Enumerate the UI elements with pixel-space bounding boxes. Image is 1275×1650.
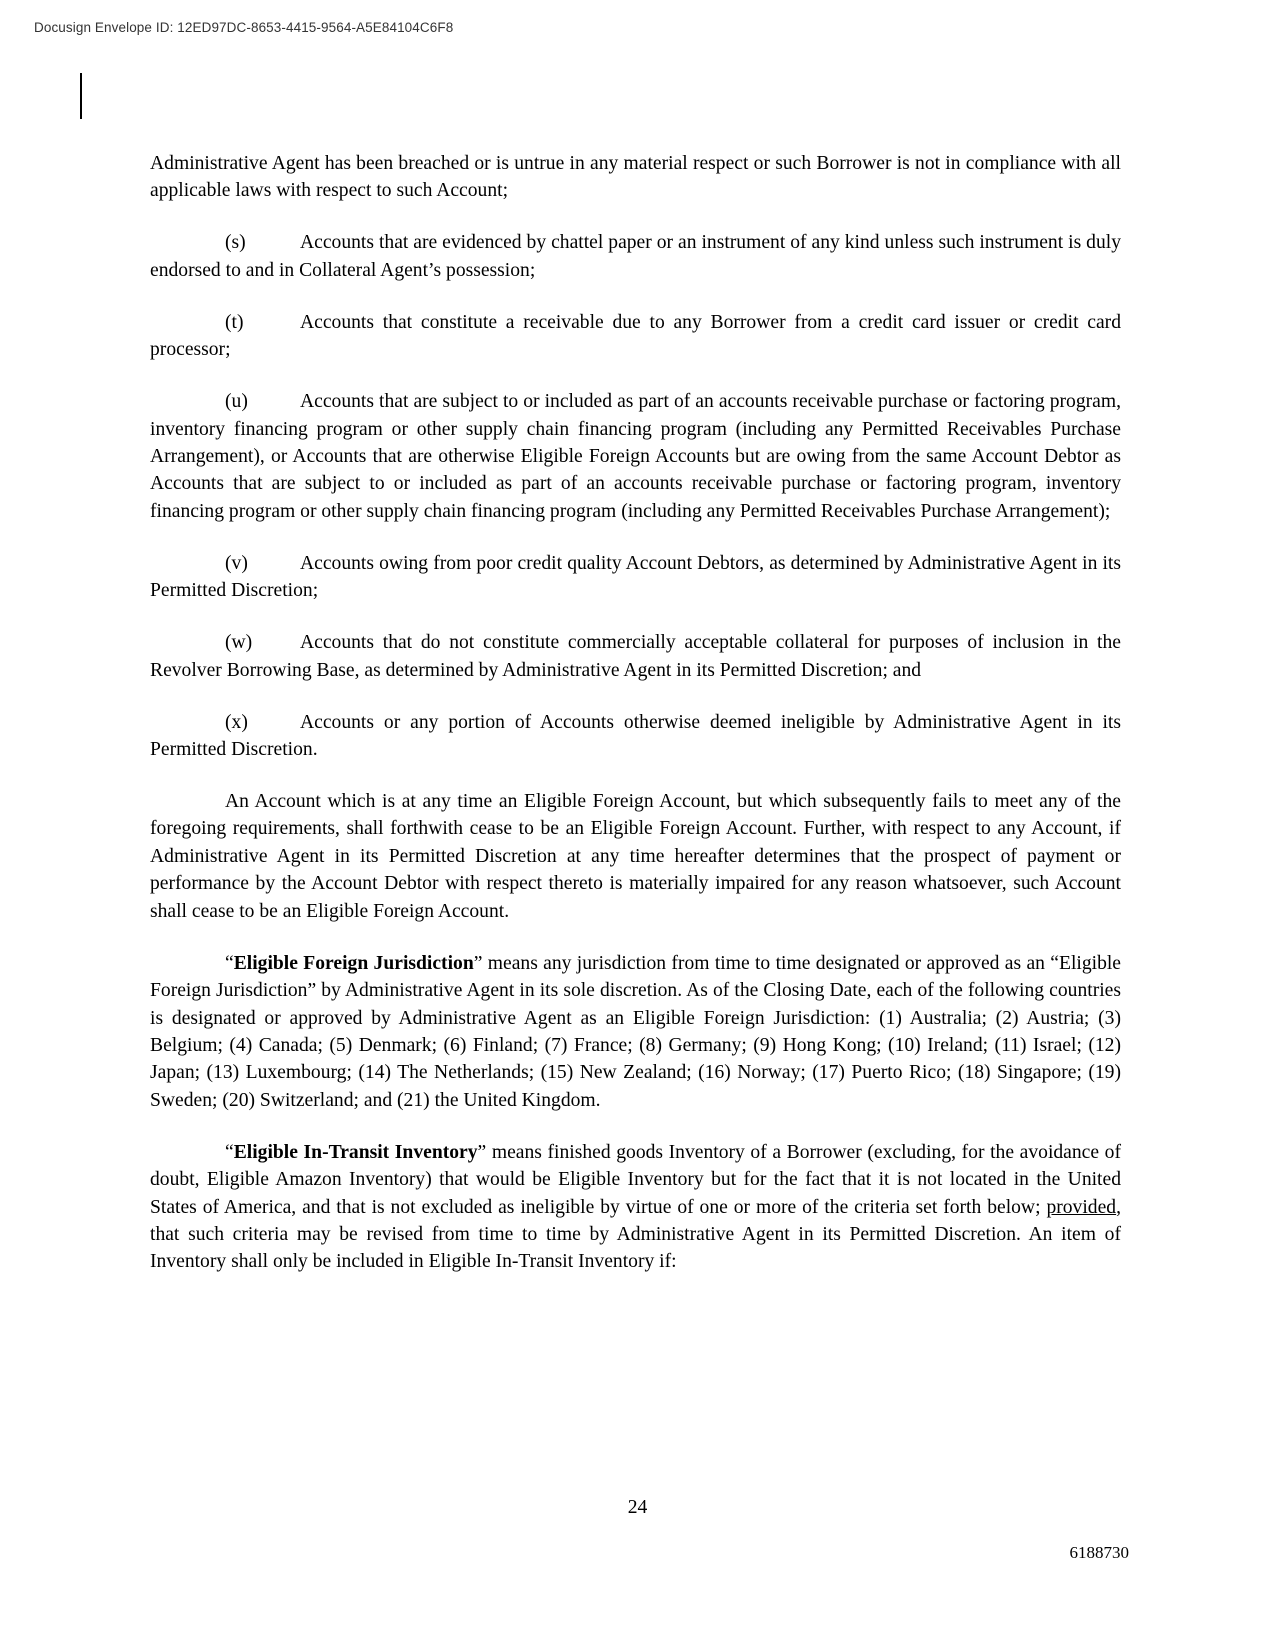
clause-text: Accounts that are evidenced by chattel paper or an instrument of any kind unless such instrument is duly endorsed to and in Collateral Agent’s possession; (150, 232, 1121, 281)
document-body (150, 150, 1121, 1300)
revision-bar (80, 73, 82, 119)
underlined-provided: provided (1046, 1196, 1117, 1218)
clause-text: Accounts or any portion of Accounts otherwise deemed ineligible by Administrative Agent in its Permitted Discretion. (150, 711, 1121, 761)
clause-u (150, 388, 1121, 525)
envelope-id: Docusign Envelope ID: 12ED97DC-8653-4415-9564-A5E84104C6F8 (34, 20, 454, 35)
clause-label: (w) (225, 632, 253, 654)
clause-label: (v) (225, 552, 248, 574)
clause-text: Accounts that constitute a receivable due to any Borrower from a credit card issuer or credit card processor; (150, 311, 1121, 361)
paragraph-continuation: Administrative Agent has been breached or is untrue in any material respect or such Borrower is not in compliance with all applicable laws with respect to such Account; (150, 153, 1121, 202)
definition-text-continued: , that such criteria may be revised from time to time by Administrative Agent in its Permitted Discretion. An item of Inventory shall only be included in Eligible In-Transit Inventory if: (150, 1196, 1121, 1273)
clause-w (150, 629, 1121, 684)
defined-term: Eligible In-Transit Inventory (233, 1141, 478, 1163)
clause-text: Accounts that are subject to or included as part of an accounts receivable purchase or factoring program, inventory financing program or other supply chain financing program (including any Permitted Receivables Purchase Arrangement), or Accounts that are otherwise Eligible Foreign Accounts but are owing from the same Account Debtor as Accounts that are subject to or included as part of an accounts receivable purchase or factoring program, inventory financing program or other supply chain financing program (including any Permitted Receivables Purchase Arrangement); (150, 391, 1121, 522)
clause-v (150, 550, 1121, 605)
paragraph-eligible-foreign-account: An Account which is at any time an Eligible Foreign Account, but which subsequently fails to meet any of the foregoing requirements, shall forthwith cease to be an Eligible Foreign Account. Further, with respect to any Account, if Administrative Agent in its Permitted Discretion at any time hereafter determines that the prospect of payment or performance by the Account Debtor with respect thereto is materially impaired for any reason whatsoever, such Account shall cease to be an Eligible Foreign Account. (150, 791, 1121, 922)
clause-label: (t) (225, 311, 244, 333)
clause-s (150, 229, 1121, 284)
document-number: 6188730 (1069, 1543, 1129, 1562)
open-quote: “ (225, 1141, 234, 1163)
definition-text: ” means any jurisdiction from time to time designated or approved as an “Eligible Foreign Jurisdiction” by Administrative Agent in its sole discretion. As of the Closing Date, each of the following countries is designated or approved by Administrative Agent as an Eligible Foreign Jurisdiction: (1) Australia; (2) Austria; (3) Belgium; (4) Canada; (5) Denmark; (6) Finland; (7) France; (8) Germany; (9) Hong Kong; (10) Ireland; (11) Israel; (12) Japan; (13) Luxembourg; (14) The Netherlands; (15) New Zealand; (16) Norway; (17) Puerto Rico; (18) Singapore; (19) Sweden; (20) Switzerland; and (21) the United Kingdom. (150, 952, 1122, 1111)
definition-text: ” means finished goods Inventory of a Borrower (excluding, for the avoidance of doubt, Eligible Amazon Inventory) that would be Eligible Inventory but for the fact that it is not located in the United States of America, and that is not excluded as ineligible by virtue of one or more of the criteria set forth below; (150, 1141, 1121, 1218)
clause-label: (s) (225, 232, 246, 254)
clause-t (150, 309, 1121, 364)
defined-term: Eligible Foreign Jurisdiction (233, 952, 474, 974)
open-quote: “ (225, 952, 234, 974)
clause-text: Accounts owing from poor credit quality Account Debtors, as determined by Administrative Agent in its Permitted Discretion; (150, 552, 1121, 602)
clause-label: (x) (225, 711, 248, 733)
clause-label: (u) (225, 391, 248, 413)
clause-x (150, 709, 1121, 764)
clause-text: Accounts that do not constitute commercially acceptable collateral for purposes of inclusion in the Revolver Borrowing Base, as determined by Administrative Agent in its Permitted Discretion; and (150, 632, 1121, 681)
definition-eligible-foreign-jurisdiction (150, 950, 1121, 1114)
definition-eligible-in-transit-inventory (150, 1139, 1121, 1276)
page-number: 24 (627, 1497, 648, 1518)
